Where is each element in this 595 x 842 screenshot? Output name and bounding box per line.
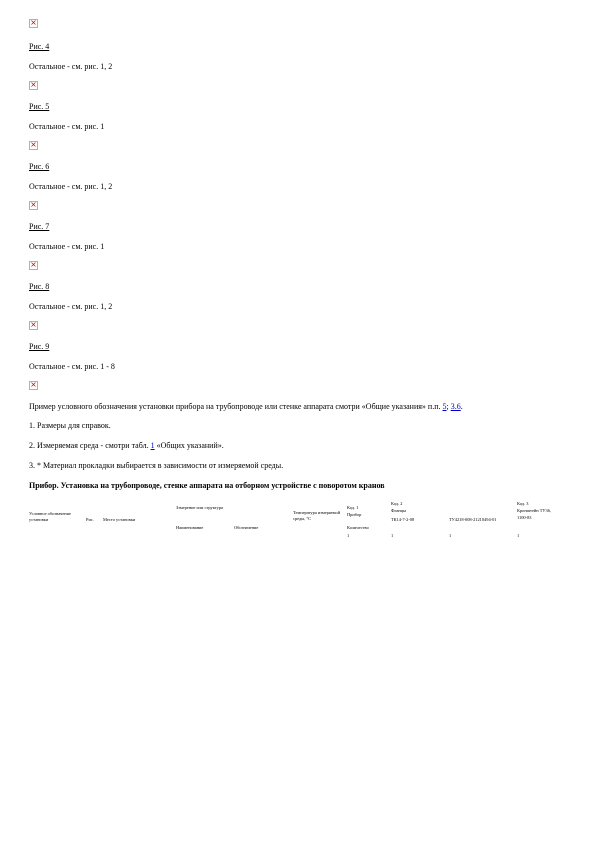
broken-image-icon (29, 381, 38, 390)
figure-note: Остальное - см. рис. 1, 2 (29, 302, 113, 311)
figure-label: Рис. 5 (29, 102, 50, 111)
header-figure: Рис. (86, 517, 94, 522)
table-cell: 1 (517, 533, 520, 538)
header-col3-spec: 1100-83 (517, 515, 532, 520)
header-col1-quantity: Количество (347, 525, 369, 530)
example-separator: ; (446, 402, 451, 411)
figure-note: Остальное - см. рис. 1 (29, 242, 105, 251)
header-env-group: Ззмерение или структура (176, 505, 224, 510)
header-col3-bracket: Кронштейн ТУ36, (517, 508, 551, 513)
note-2-text: 2. Измеряемая среда - смотри табл. (29, 441, 151, 450)
header-col1: Код. 1 (347, 505, 359, 510)
header-col2-flanges: Фланцы (391, 508, 407, 513)
header-col2: Код. 2 (391, 501, 403, 506)
header-col2-spec: ТУ4218-008-21210494-01 (449, 517, 497, 522)
link-section-5[interactable]: 5 (442, 402, 447, 411)
figure-note: Остальное - см. рис. 1 - 8 (29, 362, 115, 371)
header-env-designation: Обозначение (234, 525, 259, 530)
figure-label: Рис. 6 (29, 162, 50, 171)
header-col1-device: Прибор (347, 512, 362, 517)
broken-image-icon (29, 201, 38, 210)
example-end: . (460, 402, 463, 411)
example-text: Пример условного обозначения установки прибора на трубопроводе или стенке аппарата смотри «Общие указания» п.п. (29, 402, 443, 411)
note-2-end: «Общих указаний». (154, 441, 224, 450)
figure-label: Рис. 9 (29, 342, 50, 351)
table-cell: 1 (391, 533, 394, 538)
link-table-1[interactable]: 1 (150, 441, 155, 450)
note-3: 3. * Материал прокладки выбирается в зависимости от измеряемой среды. (29, 461, 284, 470)
note-1: 1. Размеры для справок. (29, 421, 111, 430)
header-env-name: Наименование (176, 525, 204, 530)
broken-image-icon (29, 81, 38, 90)
table-cell: 1 (449, 533, 452, 538)
broken-image-icon (29, 321, 38, 330)
header-temperature: Температура измеряемой среды, °С (293, 510, 341, 521)
header-col3: Код. 3 (517, 501, 529, 506)
figure-label: Рис. 8 (29, 282, 50, 291)
figure-label: Рис. 4 (29, 42, 50, 51)
figure-note: Остальное - см. рис. 1, 2 (29, 182, 113, 191)
table-title: Прибор. Установка на трубопроводе, стенке аппарата на отборном устройстве с поворотом кранов (29, 481, 385, 490)
broken-image-icon (29, 19, 38, 28)
figure-note: Остальное - см. рис. 1 (29, 122, 105, 131)
table-cell: 1 (347, 533, 350, 538)
broken-image-icon (29, 141, 38, 150)
figure-label: Рис. 7 (29, 222, 50, 231)
example-paragraph (29, 402, 463, 412)
header-designation: Условное обозначение установки (29, 511, 71, 522)
note-2 (29, 441, 224, 451)
broken-image-icon (29, 261, 38, 270)
link-section-3-6[interactable]: 3.6 (450, 402, 461, 411)
header-col2-code: ТК14-7-2-08 (391, 517, 415, 522)
header-place: Место установки (103, 517, 136, 522)
figure-note: Остальное - см. рис. 1, 2 (29, 62, 113, 71)
